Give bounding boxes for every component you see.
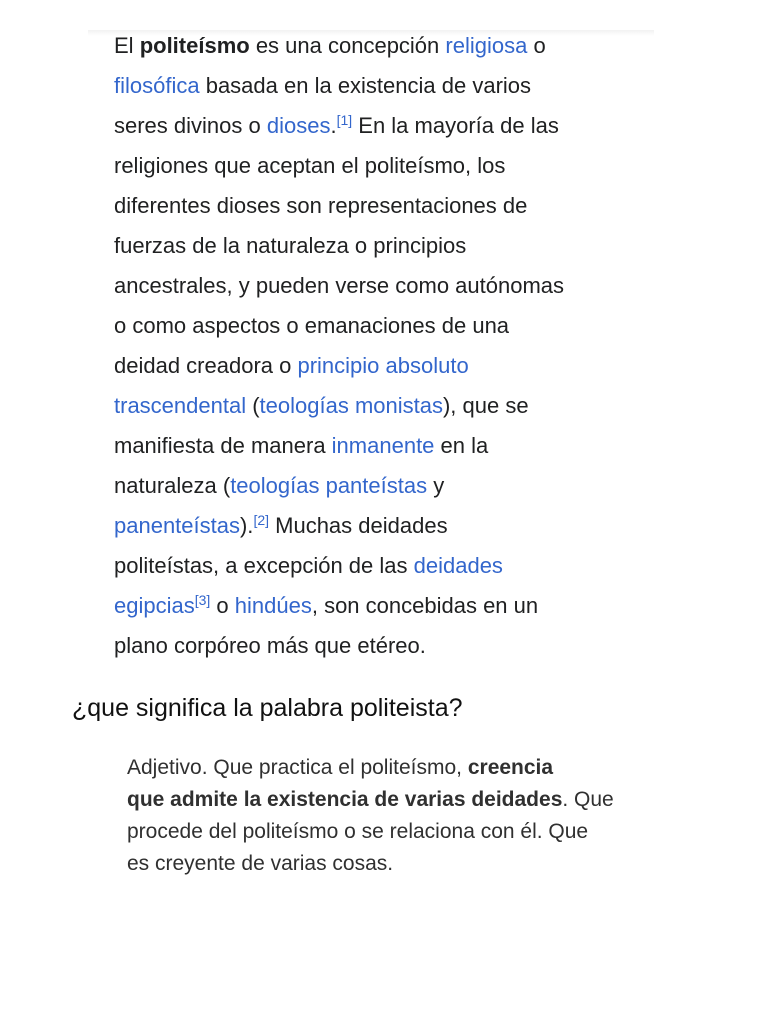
text-segment: es creyente de varias cosas. [127, 852, 394, 875]
text-line [127, 784, 687, 816]
text-segment: en la [434, 433, 489, 458]
text-segment: seres divinos o [114, 113, 267, 138]
text-line [114, 506, 674, 546]
wiki-link[interactable]: principio absoluto [297, 353, 469, 378]
text-segment: religiones que aceptan el politeísmo, los [114, 153, 506, 178]
wiki-link[interactable]: hindúes [234, 593, 312, 618]
text-segment: plano corpóreo más que etéreo. [114, 633, 426, 658]
wiki-link[interactable]: dioses [266, 113, 331, 138]
text-segment: procede del politeísmo o se relaciona con él. Que [127, 820, 589, 843]
text-segment: En la mayoría de las [352, 113, 559, 138]
text-line [127, 848, 687, 880]
text-segment: , son concebidas en un [311, 593, 539, 618]
text-segment: . [330, 113, 337, 138]
text-line [114, 346, 674, 386]
wiki-link[interactable]: trascendental [114, 393, 247, 418]
reference-link[interactable]: [1] [336, 112, 353, 128]
wiki-link[interactable]: inmanente [331, 433, 435, 458]
text-line [114, 146, 674, 186]
text-line [114, 626, 674, 666]
bold-text: creencia [467, 756, 554, 779]
text-line [114, 386, 674, 426]
text-line [114, 546, 674, 586]
text-segment: es una concepción [249, 33, 446, 58]
text-segment: deidad creadora o [114, 353, 298, 378]
article-paragraph [114, 26, 674, 666]
wiki-link[interactable]: deidades [413, 553, 503, 578]
wiki-link[interactable]: filosófica [114, 73, 200, 98]
text-line [114, 586, 674, 626]
text-segment: naturaleza ( [114, 473, 231, 498]
text-line [114, 186, 674, 226]
wiki-link[interactable]: egipcias [114, 593, 195, 618]
bold-text: politeísmo [139, 33, 250, 58]
text-segment: ). [239, 513, 254, 538]
text-segment: o como aspectos o emanaciones de una [114, 313, 510, 338]
text-line [114, 426, 674, 466]
text-segment: basada en la existencia de varios [199, 73, 532, 98]
text-line [114, 266, 674, 306]
bold-text: que admite la existencia de varias deidades [127, 788, 563, 811]
text-segment: ), que se [442, 393, 529, 418]
text-segment: ancestrales, y pueden verse como autónomas [114, 273, 565, 298]
text-line [114, 226, 674, 266]
wiki-link[interactable]: teologías panteístas [230, 473, 428, 498]
text-segment: o [527, 33, 546, 58]
text-line [114, 466, 674, 506]
text-segment: manifiesta de manera [114, 433, 332, 458]
text-segment: . Que [562, 788, 614, 811]
text-segment: y [427, 473, 445, 498]
text-segment: o [210, 593, 235, 618]
text-segment: El [114, 33, 140, 58]
text-segment: Adjetivo. Que practica el politeísmo, [127, 756, 468, 779]
text-line [114, 306, 674, 346]
wiki-link[interactable]: panenteístas [114, 513, 240, 538]
reference-link[interactable]: [3] [194, 592, 211, 608]
text-line [127, 752, 687, 784]
text-line [114, 26, 674, 66]
text-segment: diferentes dioses son representaciones de [114, 193, 528, 218]
text-segment: politeístas, a excepción de las [114, 553, 414, 578]
wiki-link[interactable]: religiosa [445, 33, 528, 58]
text-line [127, 816, 687, 848]
text-segment: fuerzas de la naturaleza o principios [114, 233, 467, 258]
answer-definition [127, 752, 687, 880]
wiki-link[interactable]: teologías monistas [259, 393, 443, 418]
reference-link[interactable]: [2] [253, 512, 270, 528]
text-line [114, 106, 674, 146]
text-segment: Muchas deidades [269, 513, 448, 538]
question-text: ¿que significa la palabra politeista? [72, 694, 463, 722]
text-line [114, 66, 674, 106]
text-segment: ( [246, 393, 260, 418]
